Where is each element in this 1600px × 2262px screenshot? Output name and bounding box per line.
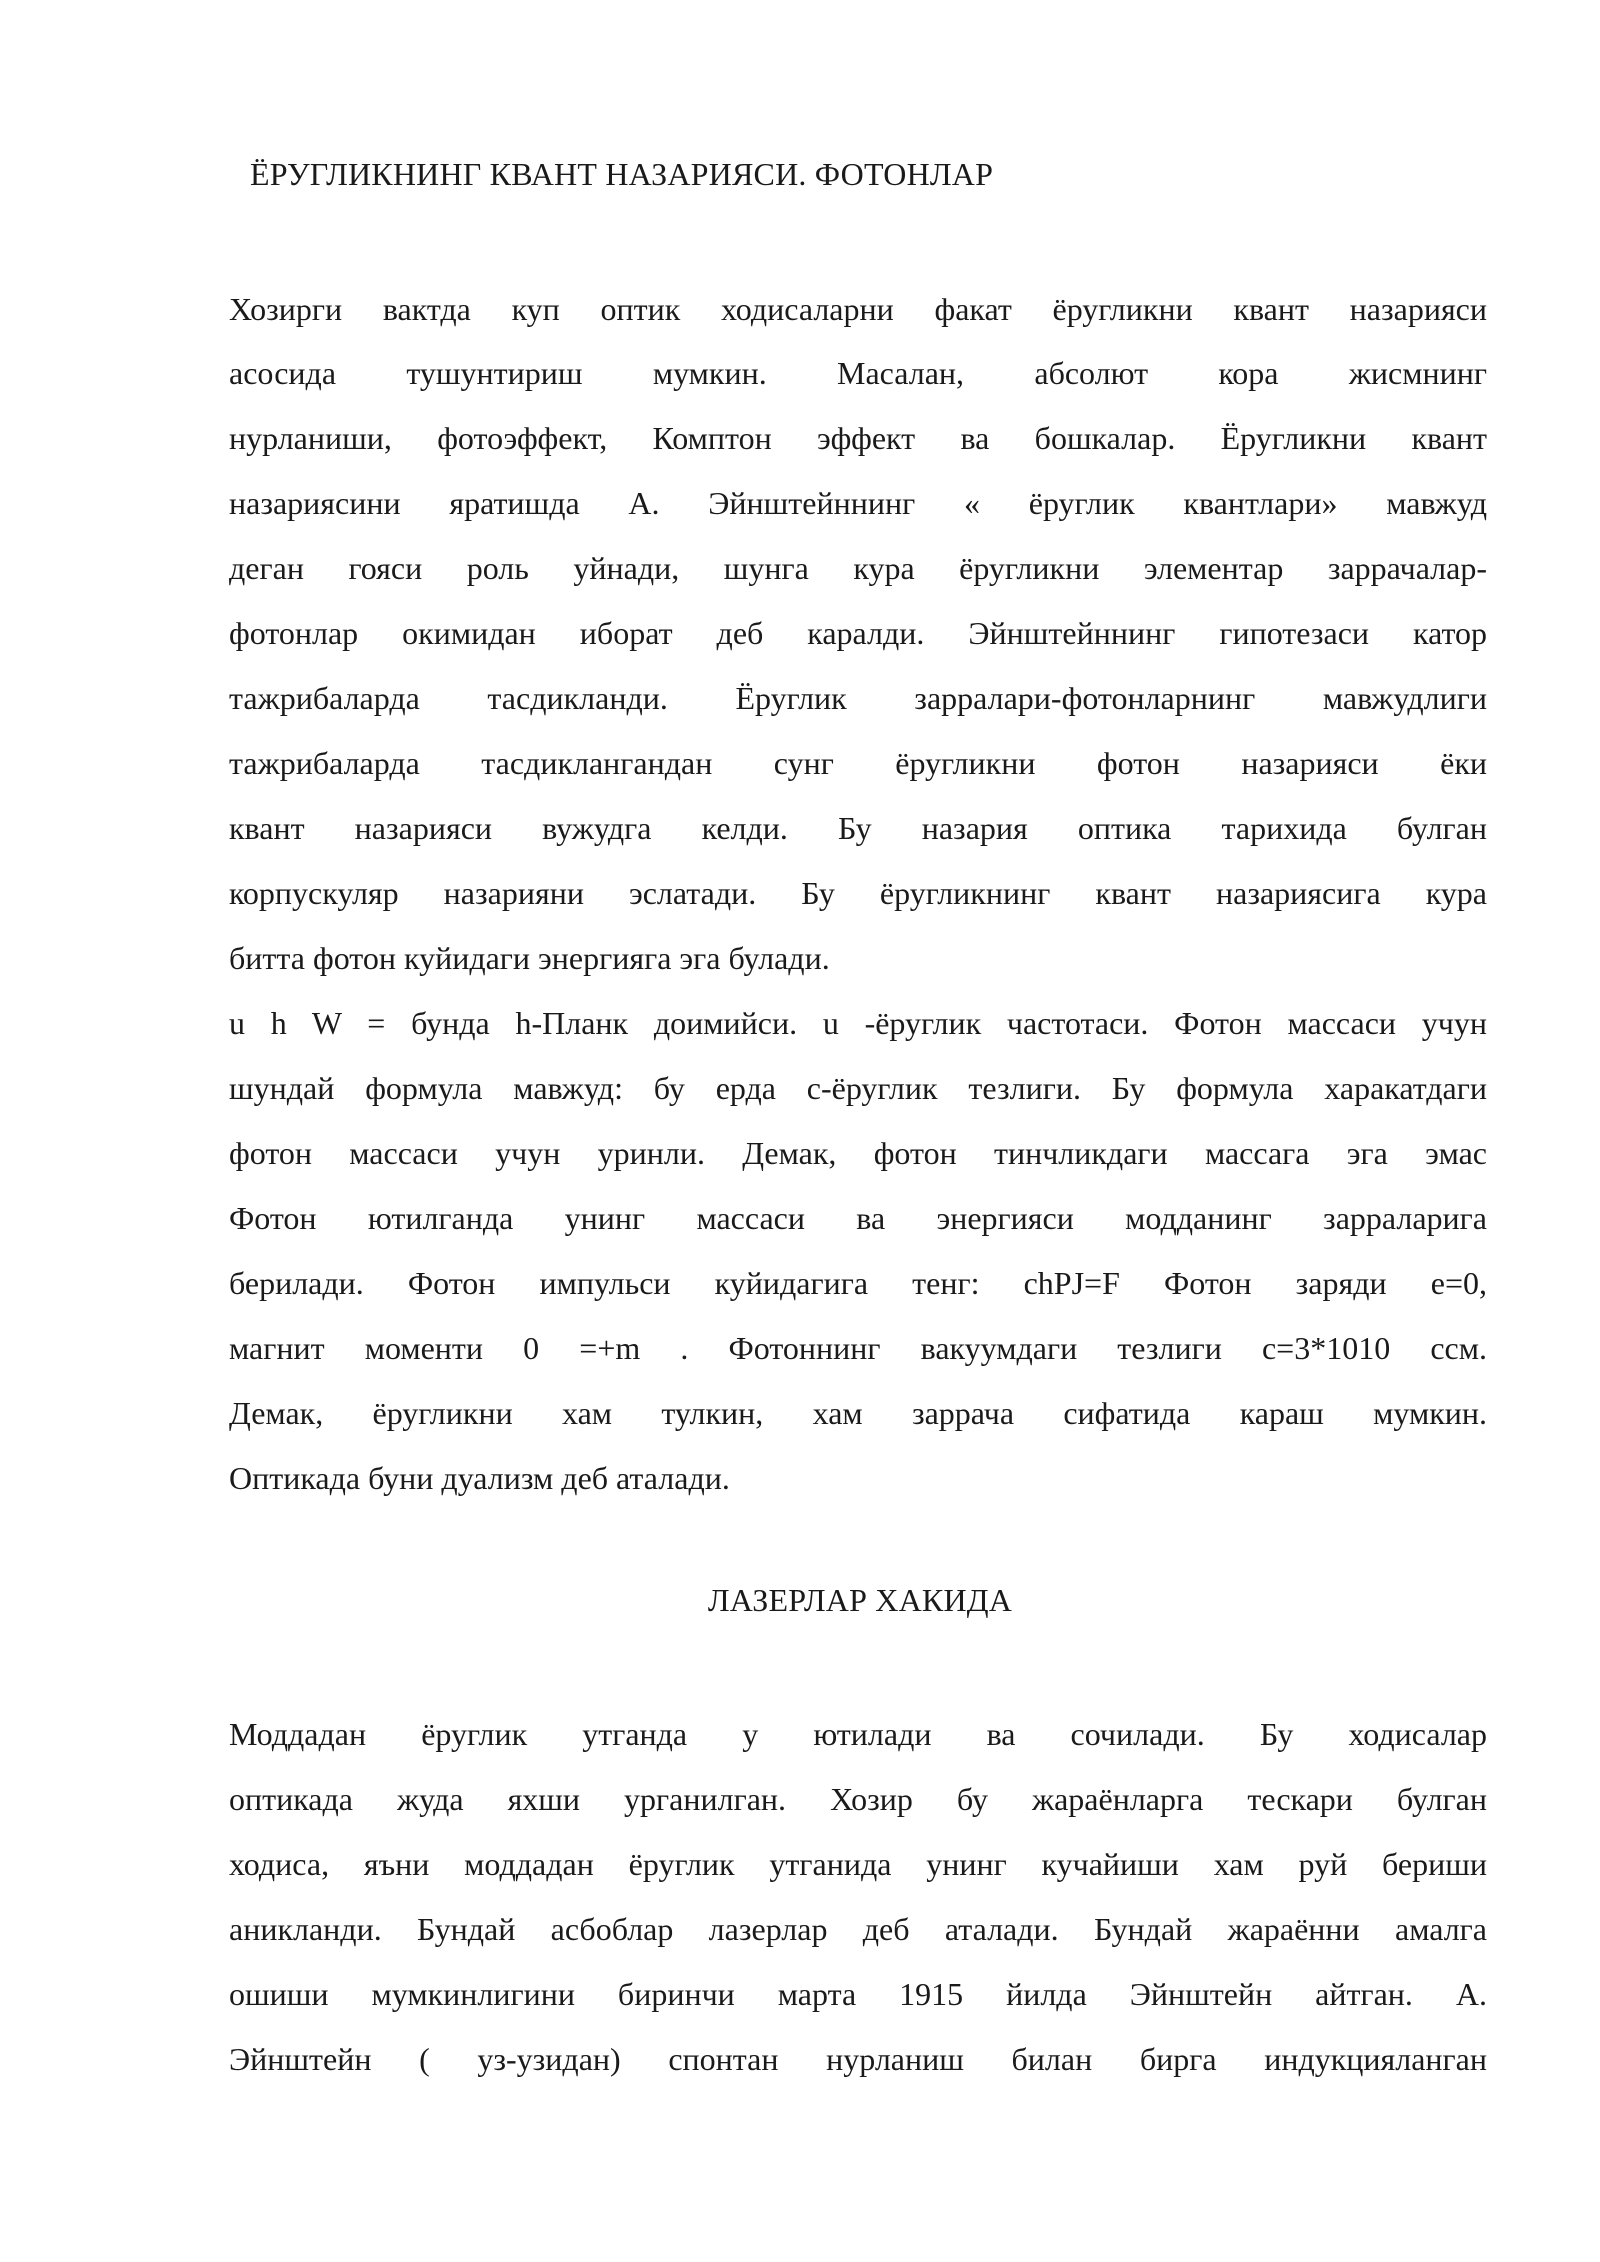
text-line: асосида тушунтириш мумкин. Масалан, абсолют кора жисмнинг bbox=[229, 355, 1487, 391]
text-line: Эйнштейн ( уз-узидан) спонтан нурланиш билан бирга индукцияланган bbox=[229, 2041, 1487, 2077]
section-title-lasers: ЛАЗЕРЛАР ХАКИДА bbox=[707, 1582, 1013, 1618]
text-line: берилади. Фотон импульси куйидагига тенг: chPJ=F Фотон заряди e=0, bbox=[229, 1265, 1487, 1301]
text-line: битта фотон куйидаги энергияга эга булади. bbox=[229, 940, 830, 976]
text-line: u h W = бунда h-Планк доимийси. u -ёруглик частотаси. Фотон массаси учун bbox=[229, 1005, 1487, 1041]
text-line: Оптикада буни дуализм деб аталади. bbox=[229, 1460, 730, 1496]
text-line: аникланди. Бундай асбоблар лазерлар деб аталади. Бундай жараённи амалга bbox=[229, 1911, 1487, 1947]
text-line: фотон массаси учун уринли. Демак, фотон тинчликдаги массага эга эмас bbox=[229, 1135, 1487, 1171]
section-title-quantum-theory: ЁРУГЛИКНИНГ КВАНТ НАЗАРИЯСИ. ФОТОНЛАР bbox=[250, 156, 994, 192]
text-line: квант назарияси вужудга келди. Бу назария оптика тарихида булган bbox=[229, 810, 1487, 846]
text-line: шундай формула мавжуд: бу ерда c-ёруглик тезлиги. Бу формула харакатдаги bbox=[229, 1070, 1487, 1106]
text-line: Хозирги вактда куп оптик ходисаларни факат ёругликни квант назарияси bbox=[229, 291, 1487, 327]
text-line: назариясини яратишда А. Эйнштейннинг « ёруглик квантлари» мавжуд bbox=[229, 485, 1487, 521]
text-line: тажрибаларда тасдикланди. Ёруглик зарралари-фотонларнинг мавжудлиги bbox=[229, 680, 1487, 716]
text-line: магнит моменти 0 =+m . Фотоннинг вакуумдаги тезлиги c=3*1010 ccм. bbox=[229, 1330, 1487, 1366]
text-line: Демак, ёругликни хам тулкин, хам заррача сифатида караш мумкин. bbox=[229, 1395, 1487, 1431]
text-line: ошиши мумкинлигини биринчи марта 1915 йилда Эйнштейн айтган. А. bbox=[229, 1976, 1487, 2012]
text-line: оптикада жуда яхши урганилган. Хозир бу жараёнларга тескари булган bbox=[229, 1781, 1487, 1817]
text-line: нурланиши, фотоэффект, Комптон эффект ва бошкалар. Ёругликни квант bbox=[229, 420, 1487, 456]
text-line: ходиса, яъни моддадан ёруглик утганида унинг кучайиши хам руй бериши bbox=[229, 1846, 1487, 1882]
text-line: деган гояси роль уйнади, шунга кура ёругликни элементар заррачалар- bbox=[229, 550, 1487, 586]
text-line: Моддадан ёруглик утганда у ютилади ва сочилади. Бу ходисалар bbox=[229, 1716, 1487, 1752]
text-line: корпускуляр назарияни эслатади. Бу ёругликнинг квант назариясига кура bbox=[229, 875, 1487, 911]
text-line: фотонлар окимидан иборат деб каралди. Эйнштейннинг гипотезаси катор bbox=[229, 615, 1487, 651]
text-line: тажрибаларда тасдиклангандан сунг ёругликни фотон назарияси ёки bbox=[229, 745, 1487, 781]
text-line: Фотон ютилганда унинг массаси ва энергияси модданинг зарраларига bbox=[229, 1200, 1487, 1236]
